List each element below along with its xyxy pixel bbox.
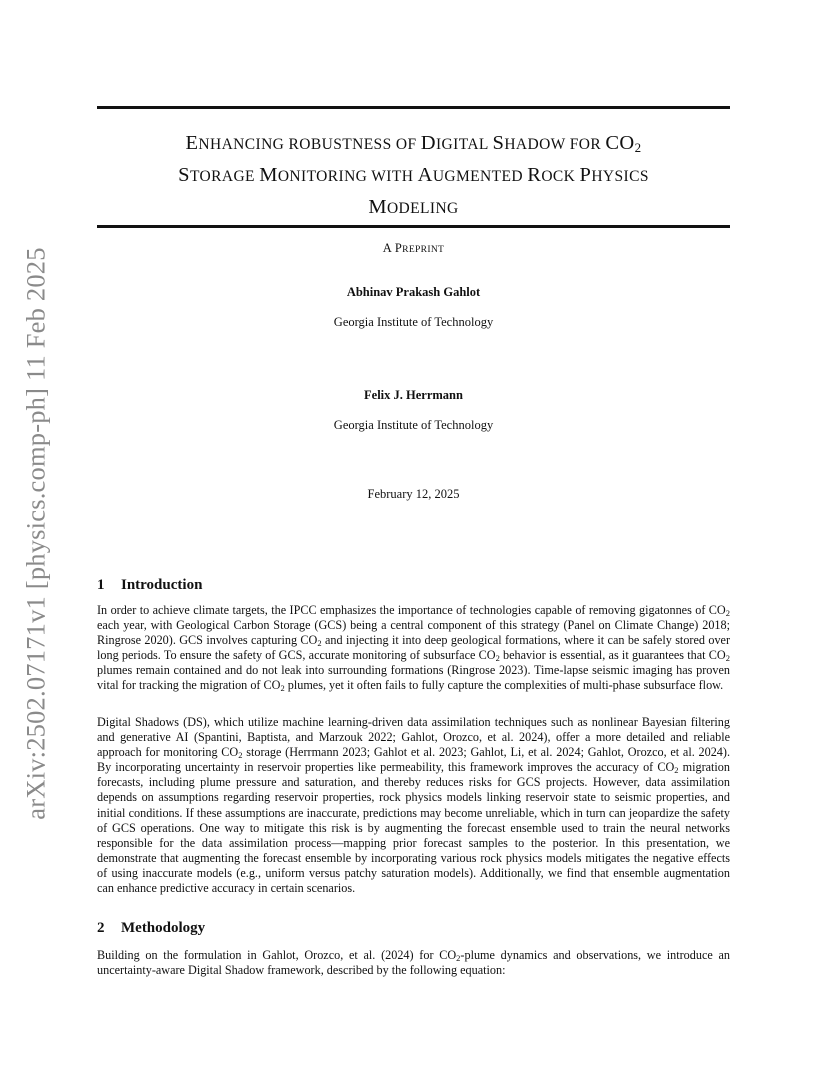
title-top-rule [97, 106, 730, 109]
arxiv-identifier-stamp [14, 236, 58, 830]
author-name-2: Felix J. Herrmann [364, 388, 463, 402]
title-line-2: STORAGE MONITORING WITH AUGMENTED ROCK PHYSICS [178, 164, 649, 186]
title-line-1: ENHANCING ROBUSTNESS OF DIGITAL SHADOW FOR $CO_2$ [185, 132, 642, 155]
section-number: 1 [97, 577, 105, 593]
introduction-paragraph-1: In order to achieve climate targets, the IPCC emphasizes the importance of technologies capable of removing gigatonnes of $CO_2$ each year, with Geological Carbon Storage (GCS) being a central component of this strategy (Panel on Climate Change) 2018; Ringrose 2020). GCS involves capturing $CO_2$ and injecting it into deep geological formations, where it can be safely stored over long periods. To ensure the safety of GCS, accurate monitoring of subsurface $CO_2$ behavior is essential, as it guarantees that $CO_2$ plumes remain contained and do not leak into surrounding formations (Ringrose 2023). Time-lapse seismic imaging has proven vital for tracking the migration of $CO_2$ plumes, yet it often fails to fully capture the complexities of multi-phase subsurface flow. [97, 603, 731, 694]
section-heading-methodology [97, 920, 205, 937]
publication-date: February 12, 2025 [367, 487, 460, 501]
author-affiliation-1: Georgia Institute of Technology [333, 315, 494, 329]
section-heading-introduction [97, 577, 202, 594]
section-title: Methodology [121, 920, 206, 936]
section-number: 2 [97, 920, 105, 936]
arxiv-identifier-text: arXiv:2502.07171v1 [physics.comp-ph] 11 Feb 2025 [20, 246, 51, 820]
author-name-1: Abhinav Prakash Gahlot [346, 285, 481, 299]
methodology-paragraph-1: Building on the formulation in Gahlot, Orozco, et al. (2024) for $CO_2$-plume dynamics and observations, we introduce an uncertainty-aware Digital Shadow framework, described by the following equation: [97, 948, 731, 978]
paper-title [97, 128, 730, 224]
section-title: Introduction [121, 577, 203, 593]
title-bottom-rule [97, 225, 730, 228]
preprint-label: A PREPRINT [382, 241, 445, 255]
introduction-paragraph-2: Digital Shadows (DS), which utilize machine learning-driven data assimilation techniques such as nonlinear Bayesian filtering and generative AI (Spantini, Baptista, and Marzouk 2022; Gahlot, Orozco, et al. 2024), offer a more detailed and reliable approach for monitoring $CO_2$ storage (Herrmann 2023; Gahlot et al. 2023; Gahlot, Li, et al. 2024; Gahlot, Orozco, et al. 2024). By incorporating uncertainty in reservoir properties like permeability, this framework improves the accuracy of $CO_2$ migration forecasts, including plume pressure and saturation, and thereby reduces risks for GCS projects. However, data assimilation depends on assumptions regarding reservoir properties, rock physics models linking reservoir state to seismic properties, and initial conditions. If these assumptions are inaccurate, predictions may become unreliable, which in turn can jeopardize the safety of GCS operations. One way to mitigate this risk is by augmenting the forecast ensemble used to train the neural networks responsible for the data assimilation process—mapping prior forecast samples to the posterior. In this presentation, we demonstrate that augmenting the forecast ensemble by incorporating various rock physics models mitigates the negative effects of using inaccurate models (e.g., uniform versus patchy saturation models). Additionally, we find that ensemble augmentation can enhance predictive accuracy in certain scenarios. [97, 715, 731, 896]
title-line-3: MODELING [368, 196, 459, 218]
author-affiliation-2: Georgia Institute of Technology [333, 418, 494, 432]
